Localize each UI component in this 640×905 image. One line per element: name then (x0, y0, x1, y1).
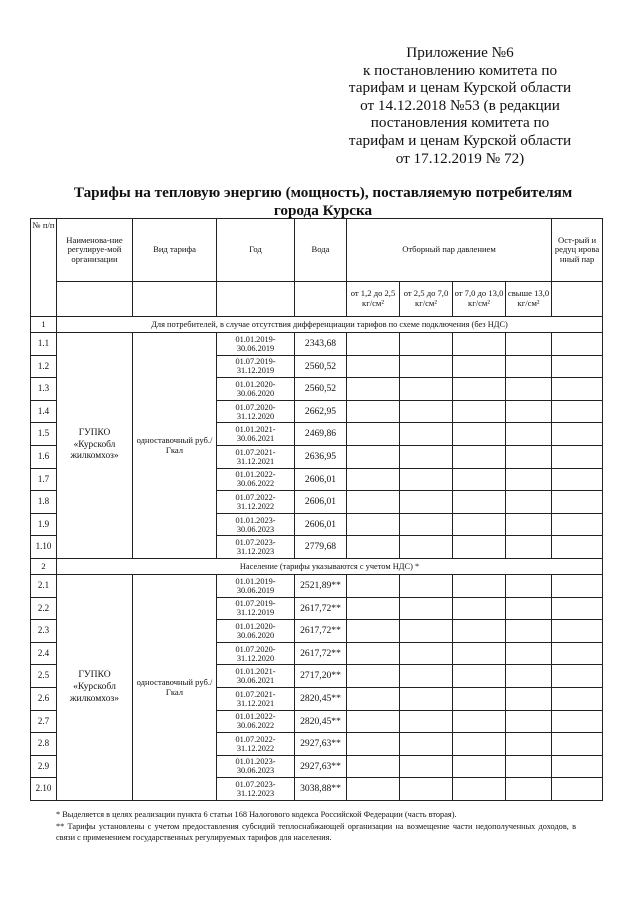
empty-cell (506, 513, 552, 536)
appendix-line: тарифам и ценам Курской области (348, 79, 572, 97)
empty-cell (506, 445, 552, 468)
title-line: Тарифы на тепловую энергию (мощность), поставляемую потребителям (73, 184, 573, 201)
empty-cell (347, 378, 400, 401)
empty-cell (400, 642, 453, 665)
empty-cell (552, 574, 603, 597)
empty-cell (400, 778, 453, 801)
table-row (31, 574, 603, 597)
empty-cell (506, 597, 552, 620)
empty-cell (217, 282, 295, 317)
appendix-line: Приложение №6 (406, 44, 514, 61)
period-cell: 01.01.2022-30.06.2022 (217, 710, 295, 733)
row-num: 1.5 (31, 423, 57, 446)
empty-cell (347, 536, 400, 559)
section-num: 2 (31, 558, 57, 574)
empty-cell (400, 445, 453, 468)
row-num: 2.7 (31, 710, 57, 733)
period-cell: 01.01.2019-30.06.2019 (217, 574, 295, 597)
col-header-pressure-2: от 2,5 до 7,0 кг/см² (400, 282, 453, 317)
period-cell: 01.07.2022-31.12.2022 (217, 733, 295, 756)
col-header-num: № п/п (31, 219, 57, 317)
period-cell: 01.01.2022-30.06.2022 (217, 468, 295, 491)
empty-cell (506, 778, 552, 801)
empty-cell (347, 687, 400, 710)
empty-cell (400, 491, 453, 514)
empty-cell (552, 642, 603, 665)
empty-cell (453, 333, 506, 356)
water-tariff-cell: 2560,52 (295, 355, 347, 378)
org-name: ГУПКО «Курскобл жилкомхоз» (57, 574, 133, 800)
empty-cell (506, 733, 552, 756)
empty-cell (453, 536, 506, 559)
period-cell: 01.01.2021-30.06.2021 (217, 665, 295, 688)
period-cell: 01.01.2019-30.06.2019 (217, 333, 295, 356)
period-cell: 01.07.2023-31.12.2023 (217, 778, 295, 801)
empty-cell (400, 755, 453, 778)
water-tariff-cell: 2617,72** (295, 597, 347, 620)
row-num: 2.4 (31, 642, 57, 665)
row-num: 1.3 (31, 378, 57, 401)
empty-cell (552, 620, 603, 643)
empty-cell (453, 710, 506, 733)
empty-cell (400, 513, 453, 536)
row-num: 2.8 (31, 733, 57, 756)
empty-cell (400, 423, 453, 446)
empty-cell (453, 491, 506, 514)
empty-cell (552, 400, 603, 423)
empty-cell (347, 733, 400, 756)
empty-cell (400, 687, 453, 710)
empty-cell (453, 378, 506, 401)
period-cell: 01.07.2020-31.12.2020 (217, 400, 295, 423)
empty-cell (347, 778, 400, 801)
empty-cell (506, 333, 552, 356)
empty-cell (400, 597, 453, 620)
water-tariff-cell: 2469,86 (295, 423, 347, 446)
empty-cell (506, 468, 552, 491)
empty-cell (400, 710, 453, 733)
row-num: 1.4 (31, 400, 57, 423)
empty-cell (400, 333, 453, 356)
water-tariff-cell: 2779,68 (295, 536, 347, 559)
appendix-line: от 17.12.2019 № 72) (395, 149, 525, 167)
empty-cell (506, 536, 552, 559)
empty-cell (552, 445, 603, 468)
empty-cell (295, 282, 347, 317)
appendix-line: к постановлению комитета по (362, 61, 558, 79)
row-num: 2.5 (31, 665, 57, 688)
col-header-pressure-4: свыше 13,0 кг/см² (506, 282, 552, 317)
empty-cell (552, 687, 603, 710)
empty-cell (347, 491, 400, 514)
row-num: 2.3 (31, 620, 57, 643)
water-tariff-cell: 2636,95 (295, 445, 347, 468)
empty-cell (552, 778, 603, 801)
empty-cell (552, 733, 603, 756)
water-tariff-cell: 2343,68 (295, 333, 347, 356)
water-tariff-cell: 2606,01 (295, 468, 347, 491)
empty-cell (552, 536, 603, 559)
row-num: 1.10 (31, 536, 57, 559)
empty-cell (552, 333, 603, 356)
empty-cell (506, 378, 552, 401)
empty-cell (453, 355, 506, 378)
empty-cell (453, 778, 506, 801)
empty-cell (453, 597, 506, 620)
empty-cell (347, 423, 400, 446)
empty-cell (506, 620, 552, 643)
section-num: 1 (31, 317, 57, 333)
water-tariff-cell: 2606,01 (295, 491, 347, 514)
empty-cell (57, 282, 133, 317)
empty-cell (347, 400, 400, 423)
empty-cell (506, 687, 552, 710)
empty-cell (453, 574, 506, 597)
appendix-line: тарифам и ценам Курской области (348, 131, 572, 149)
row-num: 2.9 (31, 755, 57, 778)
empty-cell (506, 642, 552, 665)
empty-cell (506, 574, 552, 597)
empty-cell (347, 445, 400, 468)
empty-cell (552, 491, 603, 514)
empty-cell (506, 355, 552, 378)
col-header-org: Наименова-ние регулируе-мой организации (57, 219, 133, 282)
row-num: 2.1 (31, 574, 57, 597)
empty-cell (453, 642, 506, 665)
water-tariff-cell: 2560,52 (295, 378, 347, 401)
document-title (28, 184, 618, 219)
empty-cell (552, 423, 603, 446)
row-num: 2.10 (31, 778, 57, 801)
header-row-pressure (31, 282, 603, 317)
water-tariff-cell: 2927,63** (295, 755, 347, 778)
empty-cell (506, 400, 552, 423)
empty-cell (347, 597, 400, 620)
empty-cell (347, 665, 400, 688)
period-cell: 01.01.2023-30.06.2023 (217, 513, 295, 536)
water-tariff-cell: 2617,72** (295, 620, 347, 643)
row-num: 1.6 (31, 445, 57, 468)
row-num: 2.2 (31, 597, 57, 620)
empty-cell (347, 355, 400, 378)
empty-cell (400, 574, 453, 597)
org-name: ГУПКО «Курскобл жилкомхоз» (57, 333, 133, 559)
empty-cell (347, 574, 400, 597)
col-header-water: Вода (295, 219, 347, 282)
empty-cell (400, 620, 453, 643)
empty-cell (347, 333, 400, 356)
col-header-tariff-type: Вид тарифа (133, 219, 217, 282)
period-cell: 01.07.2022-31.12.2022 (217, 491, 295, 514)
tariff-table (30, 218, 603, 801)
water-tariff-cell: 2662,95 (295, 400, 347, 423)
footnote-2: ** Тарифы установлены с учетом предоставления субсидий теплоснабжающей организации на возмещение части недополученных доходов, в связи с применением государственных регулируемых тарифов для населения. (56, 822, 576, 842)
empty-cell (400, 665, 453, 688)
table-row (31, 333, 603, 356)
water-tariff-cell: 3038,88** (295, 778, 347, 801)
tariff-type: одноставочный руб./Гкал (133, 333, 217, 559)
empty-cell (453, 400, 506, 423)
col-header-steam: Отборный пар давлением (347, 219, 552, 282)
water-tariff-cell: 2820,45** (295, 710, 347, 733)
empty-cell (453, 665, 506, 688)
empty-cell (347, 642, 400, 665)
empty-cell (506, 491, 552, 514)
appendix-header (340, 44, 580, 167)
empty-cell (552, 597, 603, 620)
row-num: 1.8 (31, 491, 57, 514)
empty-cell (453, 733, 506, 756)
empty-cell (347, 710, 400, 733)
water-tariff-cell: 2927,63** (295, 733, 347, 756)
row-num: 1.2 (31, 355, 57, 378)
empty-cell (506, 710, 552, 733)
empty-cell (552, 468, 603, 491)
water-tariff-cell: 2606,01 (295, 513, 347, 536)
appendix-line: от 14.12.2018 №53 (в редакции (360, 96, 560, 114)
tariff-type: одноставочный руб./Гкал (133, 574, 217, 800)
empty-cell (453, 423, 506, 446)
period-cell: 01.07.2023-31.12.2023 (217, 536, 295, 559)
empty-cell (552, 513, 603, 536)
empty-cell (453, 755, 506, 778)
empty-cell (453, 513, 506, 536)
section-row (31, 317, 603, 333)
water-tariff-cell: 2820,45** (295, 687, 347, 710)
empty-cell (506, 423, 552, 446)
water-tariff-cell: 2617,72** (295, 642, 347, 665)
period-cell: 01.07.2021-31.12.2021 (217, 445, 295, 468)
empty-cell (552, 665, 603, 688)
empty-cell (552, 755, 603, 778)
row-num: 1.9 (31, 513, 57, 536)
empty-cell (347, 513, 400, 536)
empty-cell (347, 755, 400, 778)
empty-cell (506, 665, 552, 688)
row-num: 1.1 (31, 333, 57, 356)
period-cell: 01.01.2021-30.06.2021 (217, 423, 295, 446)
empty-cell (506, 755, 552, 778)
empty-cell (400, 378, 453, 401)
empty-cell (400, 400, 453, 423)
appendix-line: постановления комитета по (370, 114, 550, 132)
section-title: Население (тарифы указываются с учетом НДС) * (57, 558, 603, 574)
col-header-pressure-3: от 7,0 до 13,0 кг/см² (453, 282, 506, 317)
table-body (31, 219, 603, 801)
title-line: города Курска (273, 201, 373, 219)
section-row (31, 558, 603, 574)
empty-cell (453, 620, 506, 643)
empty-cell (400, 355, 453, 378)
water-tariff-cell: 2521,89** (295, 574, 347, 597)
period-cell: 01.07.2019-31.12.2019 (217, 355, 295, 378)
header-row (31, 219, 603, 282)
col-header-year: Год (217, 219, 295, 282)
empty-cell (347, 468, 400, 491)
period-cell: 01.01.2020-30.06.2020 (217, 620, 295, 643)
empty-cell (552, 282, 603, 317)
period-cell: 01.07.2021-31.12.2021 (217, 687, 295, 710)
empty-cell (453, 445, 506, 468)
col-header-pressure-1: от 1,2 до 2,5 кг/см² (347, 282, 400, 317)
empty-cell (400, 468, 453, 491)
empty-cell (453, 687, 506, 710)
empty-cell (453, 468, 506, 491)
col-header-sharp-steam: Ост-рый и редуц ирова нный пар (552, 219, 603, 282)
section-title: Для потребителей, в случае отсутствия дифференциации тарифов по схеме подключения (без НДС) (57, 317, 603, 333)
empty-cell (552, 355, 603, 378)
water-tariff-cell: 2717,20** (295, 665, 347, 688)
period-cell: 01.07.2020-31.12.2020 (217, 642, 295, 665)
period-cell: 01.07.2019-31.12.2019 (217, 597, 295, 620)
row-num: 1.7 (31, 468, 57, 491)
empty-cell (400, 536, 453, 559)
period-cell: 01.01.2023-30.06.2023 (217, 755, 295, 778)
row-num: 2.6 (31, 687, 57, 710)
empty-cell (347, 620, 400, 643)
footnote-1: * Выделяется в целях реализации пункта 6 статьи 168 Налогового кодекса Российской Федерации (часть вторая). (56, 810, 457, 819)
empty-cell (400, 733, 453, 756)
empty-cell (552, 710, 603, 733)
empty-cell (552, 378, 603, 401)
period-cell: 01.01.2020-30.06.2020 (217, 378, 295, 401)
empty-cell (133, 282, 217, 317)
